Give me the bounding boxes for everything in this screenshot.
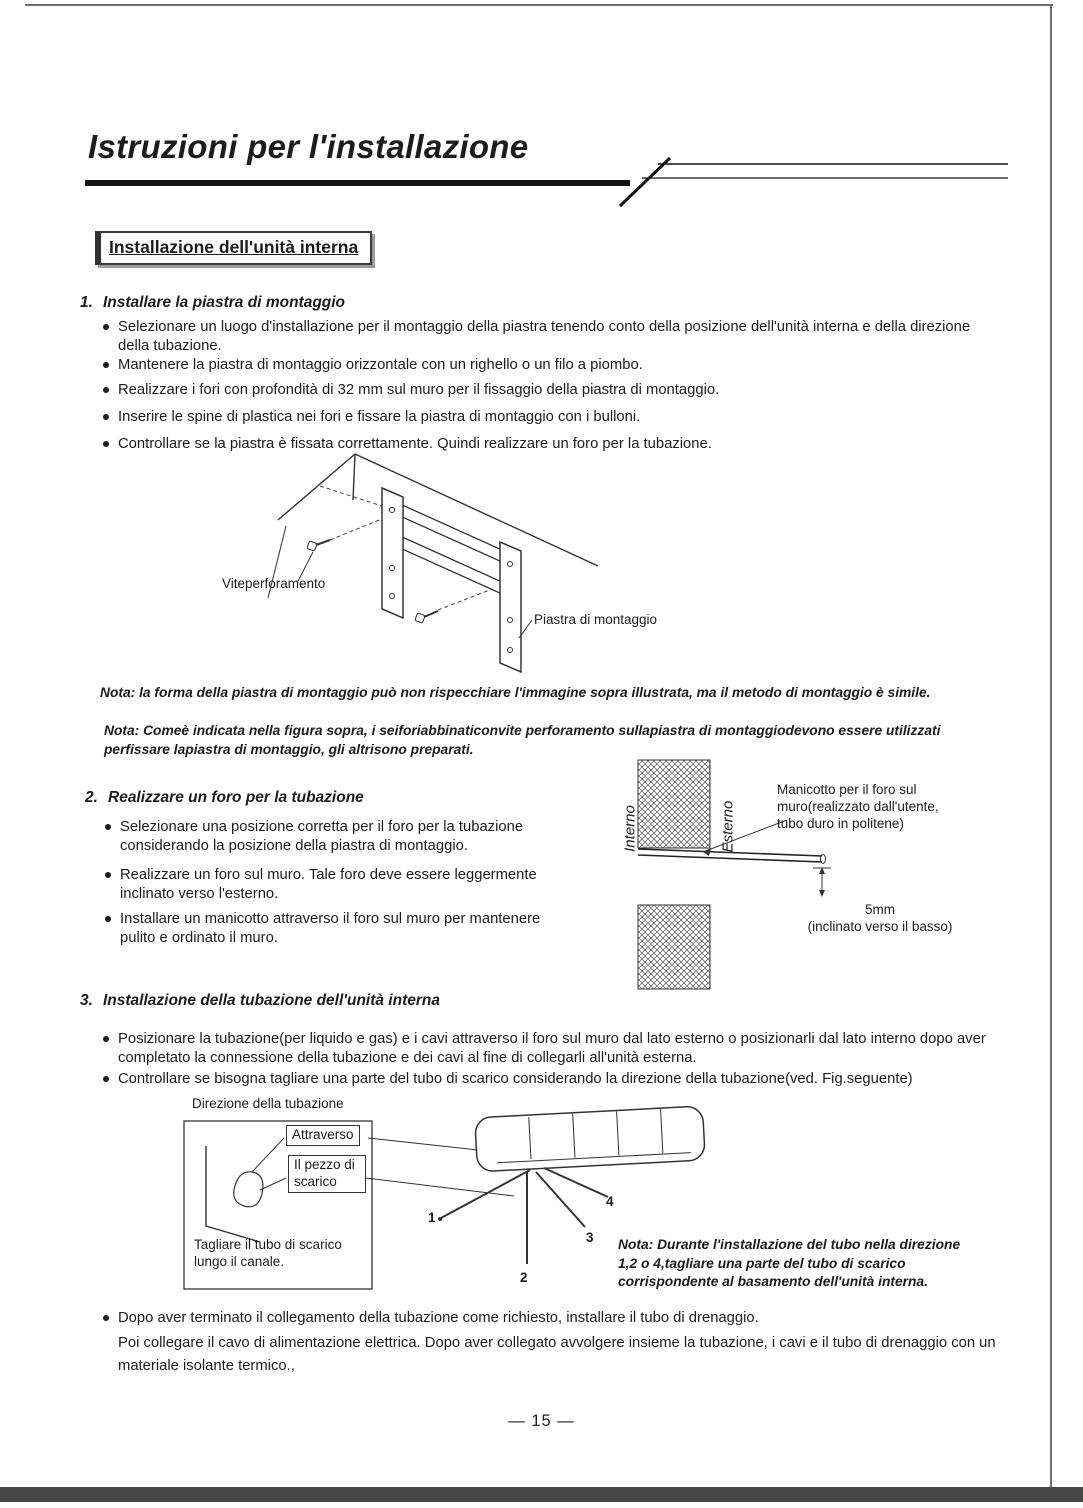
note-text: Nota: Comeè indicata nella figura sopra, i seiforiabbinaticonvite perforamento sullapiastra di montaggiodevono essere utilizzati perfissare lapiastra di montaggio, gli altrisono preparati.: [104, 723, 941, 757]
bullet-icon: [103, 324, 109, 330]
list-item: [105, 866, 545, 904]
list-item: [103, 381, 1003, 400]
page-number: — 15 —: [508, 1412, 575, 1430]
note-text: Nota: la forma della piastra di montaggio può non rispecchiare l'immagine sopra illustrata, ma il metodo di montaggio è simile.: [100, 685, 931, 700]
section-heading-box: [95, 231, 372, 265]
section-title: Installare la piastra di montaggio: [103, 294, 346, 311]
indoor-unit-figure: [178, 1094, 1018, 1312]
mounting-plate-drawing: [170, 448, 690, 690]
list-item: [103, 318, 1003, 356]
bullet-icon: [103, 1315, 109, 1321]
bullet-icon: [103, 1076, 109, 1082]
list-item: [105, 818, 545, 856]
bullet-text: Realizzare i fori con profondità di 32 mm sul muro per il fissaggio della piastra di montaggio.: [118, 382, 720, 398]
section-heading: Installazione dell'unità interna: [109, 237, 359, 257]
direction-number-3: 3: [586, 1230, 594, 1245]
bullet-icon: [103, 414, 109, 420]
page-top-rule: [25, 4, 1053, 6]
bullet-icon: [103, 362, 109, 368]
bullet-text: Realizzare un foro sul muro. Tale foro deve essere leggermente inclinato verso l'esterno.: [120, 867, 537, 902]
drain-piece-label: Il pezzo di scarico: [288, 1155, 366, 1193]
bullet-text: Controllare se bisogna tagliare una parte del tubo di scarico considerando la direzione della tubazione(ved. Fig.seguente): [118, 1071, 913, 1087]
screw-icon: [415, 611, 438, 623]
title-separator: [80, 150, 1020, 215]
section-3-heading: [80, 992, 440, 1010]
screw-label: Viteperforamento: [222, 576, 326, 591]
bullet-icon: [103, 387, 109, 393]
list-item: [103, 356, 1003, 375]
section-title: Realizzare un foro per la tubazione: [108, 789, 364, 806]
cut-drain-label: Tagliare il tubo di scarico lungo il canale.: [194, 1237, 342, 1269]
section-number: 3.: [80, 992, 93, 1009]
wall-hole-figure: [615, 752, 1045, 1000]
list-item: [103, 1030, 1028, 1068]
screw-icon: [307, 540, 330, 551]
mounting-plate-figure: [170, 448, 690, 690]
page-bottom-bar: [0, 1487, 1083, 1502]
section-title: Installazione della tubazione dell'unità interna: [103, 992, 440, 1009]
exterior-label: Esterno: [719, 800, 737, 853]
section-2-heading: [85, 789, 364, 807]
page-right-rule: [1050, 4, 1052, 1488]
bullet-text: Posizionare la tubazione(per liquido e gas) e i cavi attraverso il foro sul muro dal lato esterno o posizionarli dal lato interno dopo aver completato la connessione della tubazione e dei cavi al fine di collegarli all'unità esterna.: [118, 1031, 986, 1066]
slope-label: (inclinato verso il basso): [807, 919, 953, 934]
bullet-icon: [103, 441, 109, 447]
bullet-text: Inserire le spine di plastica nei fori e fissare la piastra di montaggio con i bulloni.: [118, 409, 641, 425]
bullet-icon: [103, 1036, 109, 1042]
bullet-text: Dopo aver terminato il collegamento della tubazione come richiesto, installare il tubo di drenaggio.: [118, 1310, 759, 1326]
bullet-text: Controllare se la piastra è fissata correttamente. Quindi realizzare un foro per la tubazione.: [118, 436, 712, 452]
direction-number-1: 1: [428, 1210, 436, 1225]
bullet-icon: [105, 916, 111, 922]
bullet-text: Mantenere la piastra di montaggio orizzontale con un righello o un filo a piombo.: [118, 357, 643, 373]
bullet-text: Installare un manicotto attraverso il foro sul muro per mantenere pulito e ordinato il muro.: [120, 911, 541, 946]
list-item: [103, 1070, 1028, 1089]
bullet-text: Selezionare una posizione corretta per il foro per la tubazione considerando la posizione della piastra di montaggio.: [120, 819, 524, 854]
plate-label: Piastra di montaggio: [534, 612, 658, 627]
list-item: [103, 408, 1003, 427]
section-number: 1.: [80, 294, 93, 311]
list-item: [103, 1309, 1013, 1328]
figure-note: Nota: Durante l'installazione del tubo nella direzione 1,2 o 4,tagliare una parte del tubo di scarico corrispondente al basamento dell'unità interna.: [618, 1237, 961, 1290]
bullet-icon: [105, 824, 111, 830]
bullet-icon: [105, 872, 111, 878]
interior-label: Interno: [621, 805, 639, 852]
list-item: [105, 910, 545, 948]
sleeve-label: Manicotto per il foro sul muro(realizzato dall'utente, tubo duro in politene): [777, 782, 939, 831]
pipe-direction-label: Direzione della tubazione: [192, 1096, 344, 1111]
direction-number-2: 2: [520, 1270, 528, 1285]
direction-number-4: 4: [606, 1194, 614, 1209]
dimension-label: 5mm: [865, 902, 895, 917]
continuation-text: Poi collegare il cavo di alimentazione elettrica. Dopo aver collegato avvolgere insieme la tubazione, i cavi e il tubo di drenaggio con un materiale isolante termico.,: [118, 1335, 996, 1374]
section-1-heading: [80, 294, 345, 312]
page-title: Istruzioni per l'installazione: [88, 128, 529, 165]
through-label: Attraverso: [286, 1125, 360, 1146]
bullet-text: Selezionare un luogo d'installazione per il montaggio della piastra tenendo conto della posizione dell'unità interna e della direzione della tubazione.: [118, 319, 971, 354]
section-number: 2.: [85, 789, 98, 806]
